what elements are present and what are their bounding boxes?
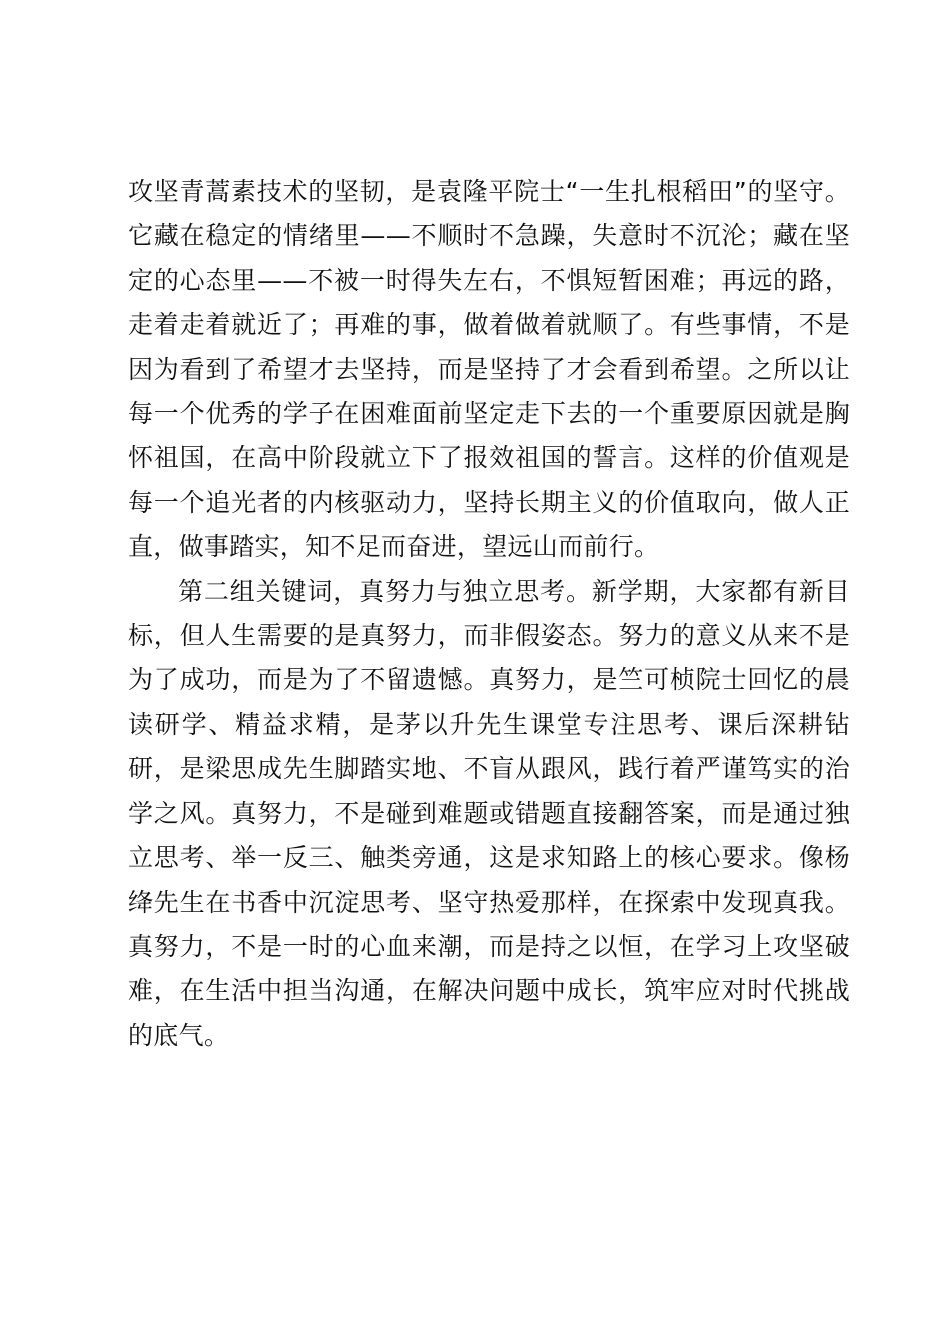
paragraph-1: 攻坚青蒿素技术的坚韧，是袁隆平院士“一生扎根稻田”的坚守。它藏在稳定的情绪里——不顺时不急躁，失意时不沉沦；藏在坚定的心态里——不被一时得失左右，不惧短暂困难；再远的路，走着走着就近了；再难的事，做着做着就顺了。有些事情，不是因为看到了希望才去坚持，而是坚持了才会看到希望。之所以让每一个优秀的学子在困难面前坚定走下去的一个重要原因就是胸怀祖国，在高中阶段就立下了报效祖国的誓言。这样的价值观是每一个追光者的内核驱动力，坚持长期主义的价值取向，做人正直，做事踏实，知不足而奋进，望远山而前行。	[128, 177, 850, 562]
paragraph-2: 第二组关键词，真努力与独立思考。新学期，大家都有新目标，但人生需要的是真努力，而非假姿态。努力的意义从来不是为了成功，而是为了不留遗憾。真努力，是竺可桢院士回忆的晨读研学、精益求精，是茅以升先生课堂专注思考、课后深耕钻研，是梁思成先生脚踏实地、不盲从跟风，践行着严谨笃实的治学之风。真努力，不是碰到难题或错题直接翻答案，而是通过独立思考、举一反三、触类旁通，这是求知路上的核心要求。像杨绛先生在书香中沉淀思考、坚守热爱那样，在探索中发现真我。真努力，不是一时的心血来潮，而是持之以恒，在学习上攻坚破难，在生活中担当沟通，在解决问题中成长，筑牢应对时代挑战的底气。	[128, 576, 850, 1050]
body-text	[128, 170, 850, 1058]
